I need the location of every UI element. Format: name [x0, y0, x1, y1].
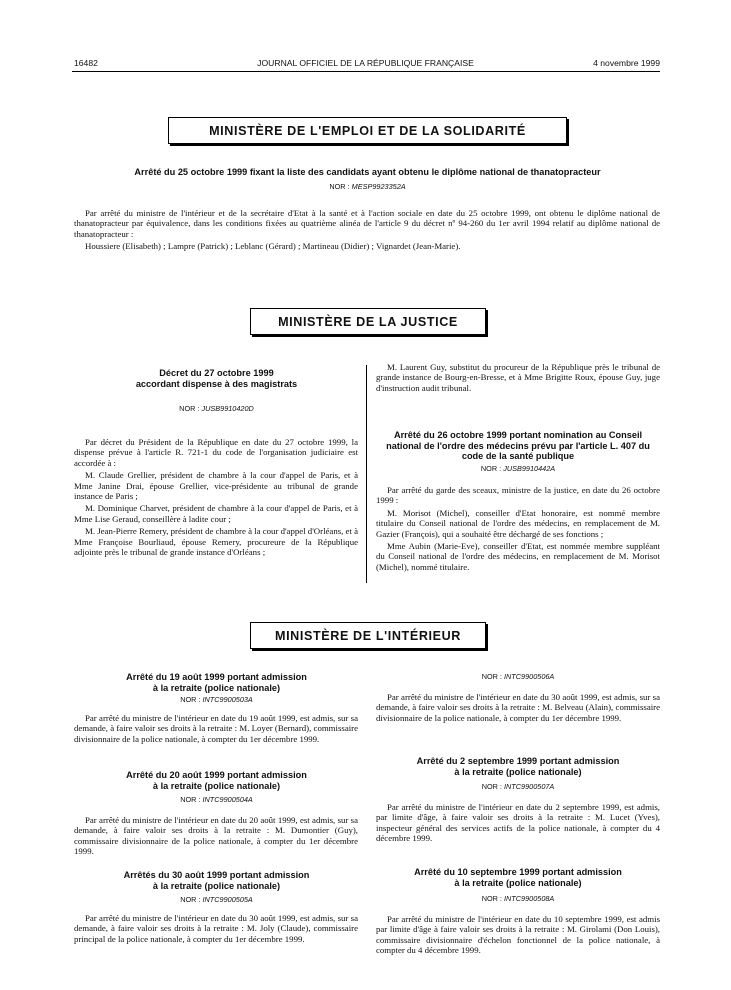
decret-title — [74, 368, 359, 389]
arrete-title-line: Arrêté du 10 septembre 1999 portant admission — [414, 867, 622, 877]
decret-body-continued — [376, 362, 660, 395]
nor-label: NOR : — [180, 795, 201, 804]
nor-label: NOR : — [329, 182, 350, 191]
arrete-title-line: à la retraite (police nationale) — [454, 877, 582, 888]
nor-label: NOR : — [180, 695, 201, 704]
journal-title: JOURNAL OFFICIEL DE LA RÉPUBLIQUE FRANÇAISE — [257, 58, 474, 68]
nor-reference — [90, 182, 645, 191]
emploi-body — [74, 208, 660, 254]
ministry-heading-emploi: MINISTÈRE DE L'EMPLOI ET DE LA SOLIDARITÉ — [168, 117, 567, 144]
decret-title-line: Décret du 27 octobre 1999 — [159, 368, 274, 378]
nor-code: INTC9900507A — [504, 782, 555, 791]
paragraph: Par arrêté du ministre de l'intérieur en date du 2 septembre 1999, est admis, par limite d'âge, à faire valoir ses droits à la retraite : M. Lucet (Yves), inspecteur général des services actifs de la police nationale, à compter du 4 décembre 1999. — [376, 802, 660, 844]
arrete-title-thanatopracteur: Arrêté du 25 octobre 1999 fixant la liste des candidats ayant obtenu le diplôme national de thanatopracteur — [134, 167, 601, 177]
arrete-10-septembre-body — [376, 914, 660, 958]
nor-label: NOR : — [179, 404, 200, 413]
decret-title-line: accordant dispense à des magistrats — [135, 378, 298, 389]
arrete-title-20-aout — [74, 770, 359, 791]
nor-code: MESP9923352A — [351, 182, 406, 191]
arrete-title-line: à la retraite (police nationale) — [152, 780, 281, 791]
nor-label: NOR : — [481, 672, 502, 681]
arrete-2-septembre-body — [376, 802, 660, 846]
paragraph: Par arrêté du ministre de l'intérieur et de la secrétaire d'Etat à la santé et à l'action sociale en date du 25 octobre 1999, ont obtenu le diplôme national de thanatopracteur par équivalence, dans les conditions fixées au quatrième alinéa de l'article 9 du décret nº 94-260 du 1er avril 1994 relatif au diplôme national de thanatopracteur : — [74, 208, 660, 239]
header-rule — [72, 71, 660, 72]
arrete-20-aout-body — [74, 815, 358, 859]
arrete-title-line: à la retraite (police nationale) — [454, 766, 582, 777]
arrete-title-10-septembre — [376, 867, 660, 888]
paragraph: M. Laurent Guy, substitut du procureur de la République près le tribunal de grande instance de Bourg-en-Bresse, et à Mme Brigitte Roux, épouse Guy, juge d'instruction audit tribunal. — [376, 362, 660, 393]
arrete-title-line: Arrêté du 20 août 1999 portant admission — [126, 770, 307, 780]
nor-reference — [74, 895, 359, 904]
ministry-heading-justice: MINISTÈRE DE LA JUSTICE — [250, 308, 486, 335]
paragraph: M. Jean-Pierre Remery, président de chambre à la cour d'appel d'Orléans, et à Mme Françoise Bourliaud, épouse Remery, procureure de la République adjointe près le tribunal de grande instance d'Orléans ; — [74, 526, 358, 558]
nor-reference — [376, 894, 660, 903]
arrete-title-line: Arrêté du 19 août 1999 portant admission — [126, 672, 307, 682]
nor-label: NOR : — [480, 464, 502, 473]
paragraph: Par arrêté du garde des sceaux, ministre de la justice, en date du 26 octobre 1999 : — [376, 485, 660, 506]
paragraph: Par arrêté du ministre de l'intérieur en date du 20 août 1999, est admis, sur sa demande, à faire valoir ses droits à la retraite : M. Dumontier (Guy), commissaire divisionnaire de la police nationale, à compter du 1er décembre 1999. — [74, 815, 358, 857]
issue-date: 4 novembre 1999 — [593, 58, 660, 68]
paragraph: Par arrêté du ministre de l'intérieur en date du 10 septembre 1999, est admis par limite d'âge à faire valoir ses droits à la retraite : M. Girolami (Don Louis), commissaire divisionnaire d'échelon fonctionnel de la police nationale, à compter du 4 décembre 1999. — [376, 914, 660, 956]
nor-code: JUSB9910442A — [503, 464, 556, 473]
nor-label: NOR : — [481, 782, 502, 791]
paragraph: Par arrêté du ministre de l'intérieur en date du 30 août 1999, est admis, sur sa demande, à faire valoir ses droits à la retraite : M. Belveau (Alain), commissaire divisionnaire de la police nationale, à compter du 1er décembre 1999. — [376, 692, 660, 723]
nor-reference — [376, 464, 660, 473]
page-number: 16482 — [74, 58, 98, 68]
arrete-title-line: à la retraite (police nationale) — [152, 682, 281, 693]
arrete-title-line: à la retraite (police nationale) — [152, 880, 281, 891]
nor-code: JUSB9910420D — [201, 404, 254, 413]
paragraph: M. Morisot (Michel), conseiller d'Etat honoraire, est nommé membre titulaire du Conseil national de l'ordre des médecins, en remplacement de M. Gazier (François), qui a souhaité être déchargé de ses fonctions ; — [376, 507, 660, 539]
column-divider — [366, 365, 367, 583]
arrete-title-19-aout — [74, 672, 359, 693]
nor-code: INTC9900506A — [504, 672, 555, 681]
nor-label: NOR : — [481, 894, 502, 903]
nor-code: INTC9900508A — [504, 894, 555, 903]
nor-label: NOR : — [180, 895, 201, 904]
arrete-title-2-septembre — [376, 756, 660, 777]
paragraph: Mme Aubin (Marie-Eve), conseiller d'Etat, est nommée membre suppléant du Conseil national de l'ordre des médecins, en remplacement de M. Morisot (Michel), nommé titulaire. — [376, 541, 660, 572]
arrete-title-line: Arrêtés du 30 août 1999 portant admission — [123, 870, 310, 880]
decret-body — [74, 437, 358, 559]
nor-code: INTC9900505A — [202, 895, 253, 904]
arrete-30-aout-body — [74, 913, 358, 946]
nor-code: INTC9900503A — [202, 695, 253, 704]
nor-reference — [376, 672, 660, 681]
nor-reference — [74, 795, 359, 804]
nor-reference — [74, 404, 359, 413]
nor-code: INTC9900504A — [202, 795, 253, 804]
arrete-title-30-aout — [74, 870, 359, 891]
paragraph: Par décret du Président de la République en date du 27 octobre 1999, la dispense prévue à l'article R. 721-1 du code de l'organisation judiciaire est accordée à : — [74, 437, 358, 468]
paragraph: Houssiere (Elisabeth) ; Lampre (Patrick) ; Leblanc (Gérard) ; Martineau (Didier) ; Vignardet (Jean-Marie). — [85, 241, 461, 252]
arrete-medecins-body — [376, 485, 660, 574]
paragraph: M. Claude Grellier, président de chambre à la cour d'appel de Paris, et à Mme Janine Drai, épouse Grellier, vice-présidente au tribunal de grande instance de Paris ; — [74, 470, 358, 502]
arrete-title-medecins: Arrêté du 26 octobre 1999 portant nomination au Conseil national de l'ordre des médecins prévu par l'article L. 407 du code de la santé publique — [386, 430, 650, 462]
paragraph: Par arrêté du ministre de l'intérieur en date du 19 août 1999, est admis, sur sa demande, à faire valoir ses droits à la retraite : M. Loyer (Bernard), commissaire divisionnaire de la police nationale, à compter du 1er décembre 1999. — [74, 713, 358, 744]
ministry-heading-interieur: MINISTÈRE DE L'INTÉRIEUR — [250, 622, 486, 649]
nor-reference — [74, 695, 359, 704]
nor-reference — [376, 782, 660, 791]
arrete-19-aout-body — [74, 713, 358, 746]
arrete-belveau-body — [376, 692, 660, 725]
paragraph: Par arrêté du ministre de l'intérieur en date du 30 août 1999, est admis, sur sa demande, à faire valoir ses droits à la retraite : M. Joly (Claude), commissaire principal de la police nationale, à compter du 1er décembre 1999. — [74, 913, 358, 944]
paragraph: M. Dominique Charvet, président de chambre à la cour d'appel de Paris, et à Mme Lise Geraud, conseillère à ladite cour ; — [74, 503, 358, 524]
arrete-title-line: Arrêté du 2 septembre 1999 portant admission — [416, 756, 620, 766]
